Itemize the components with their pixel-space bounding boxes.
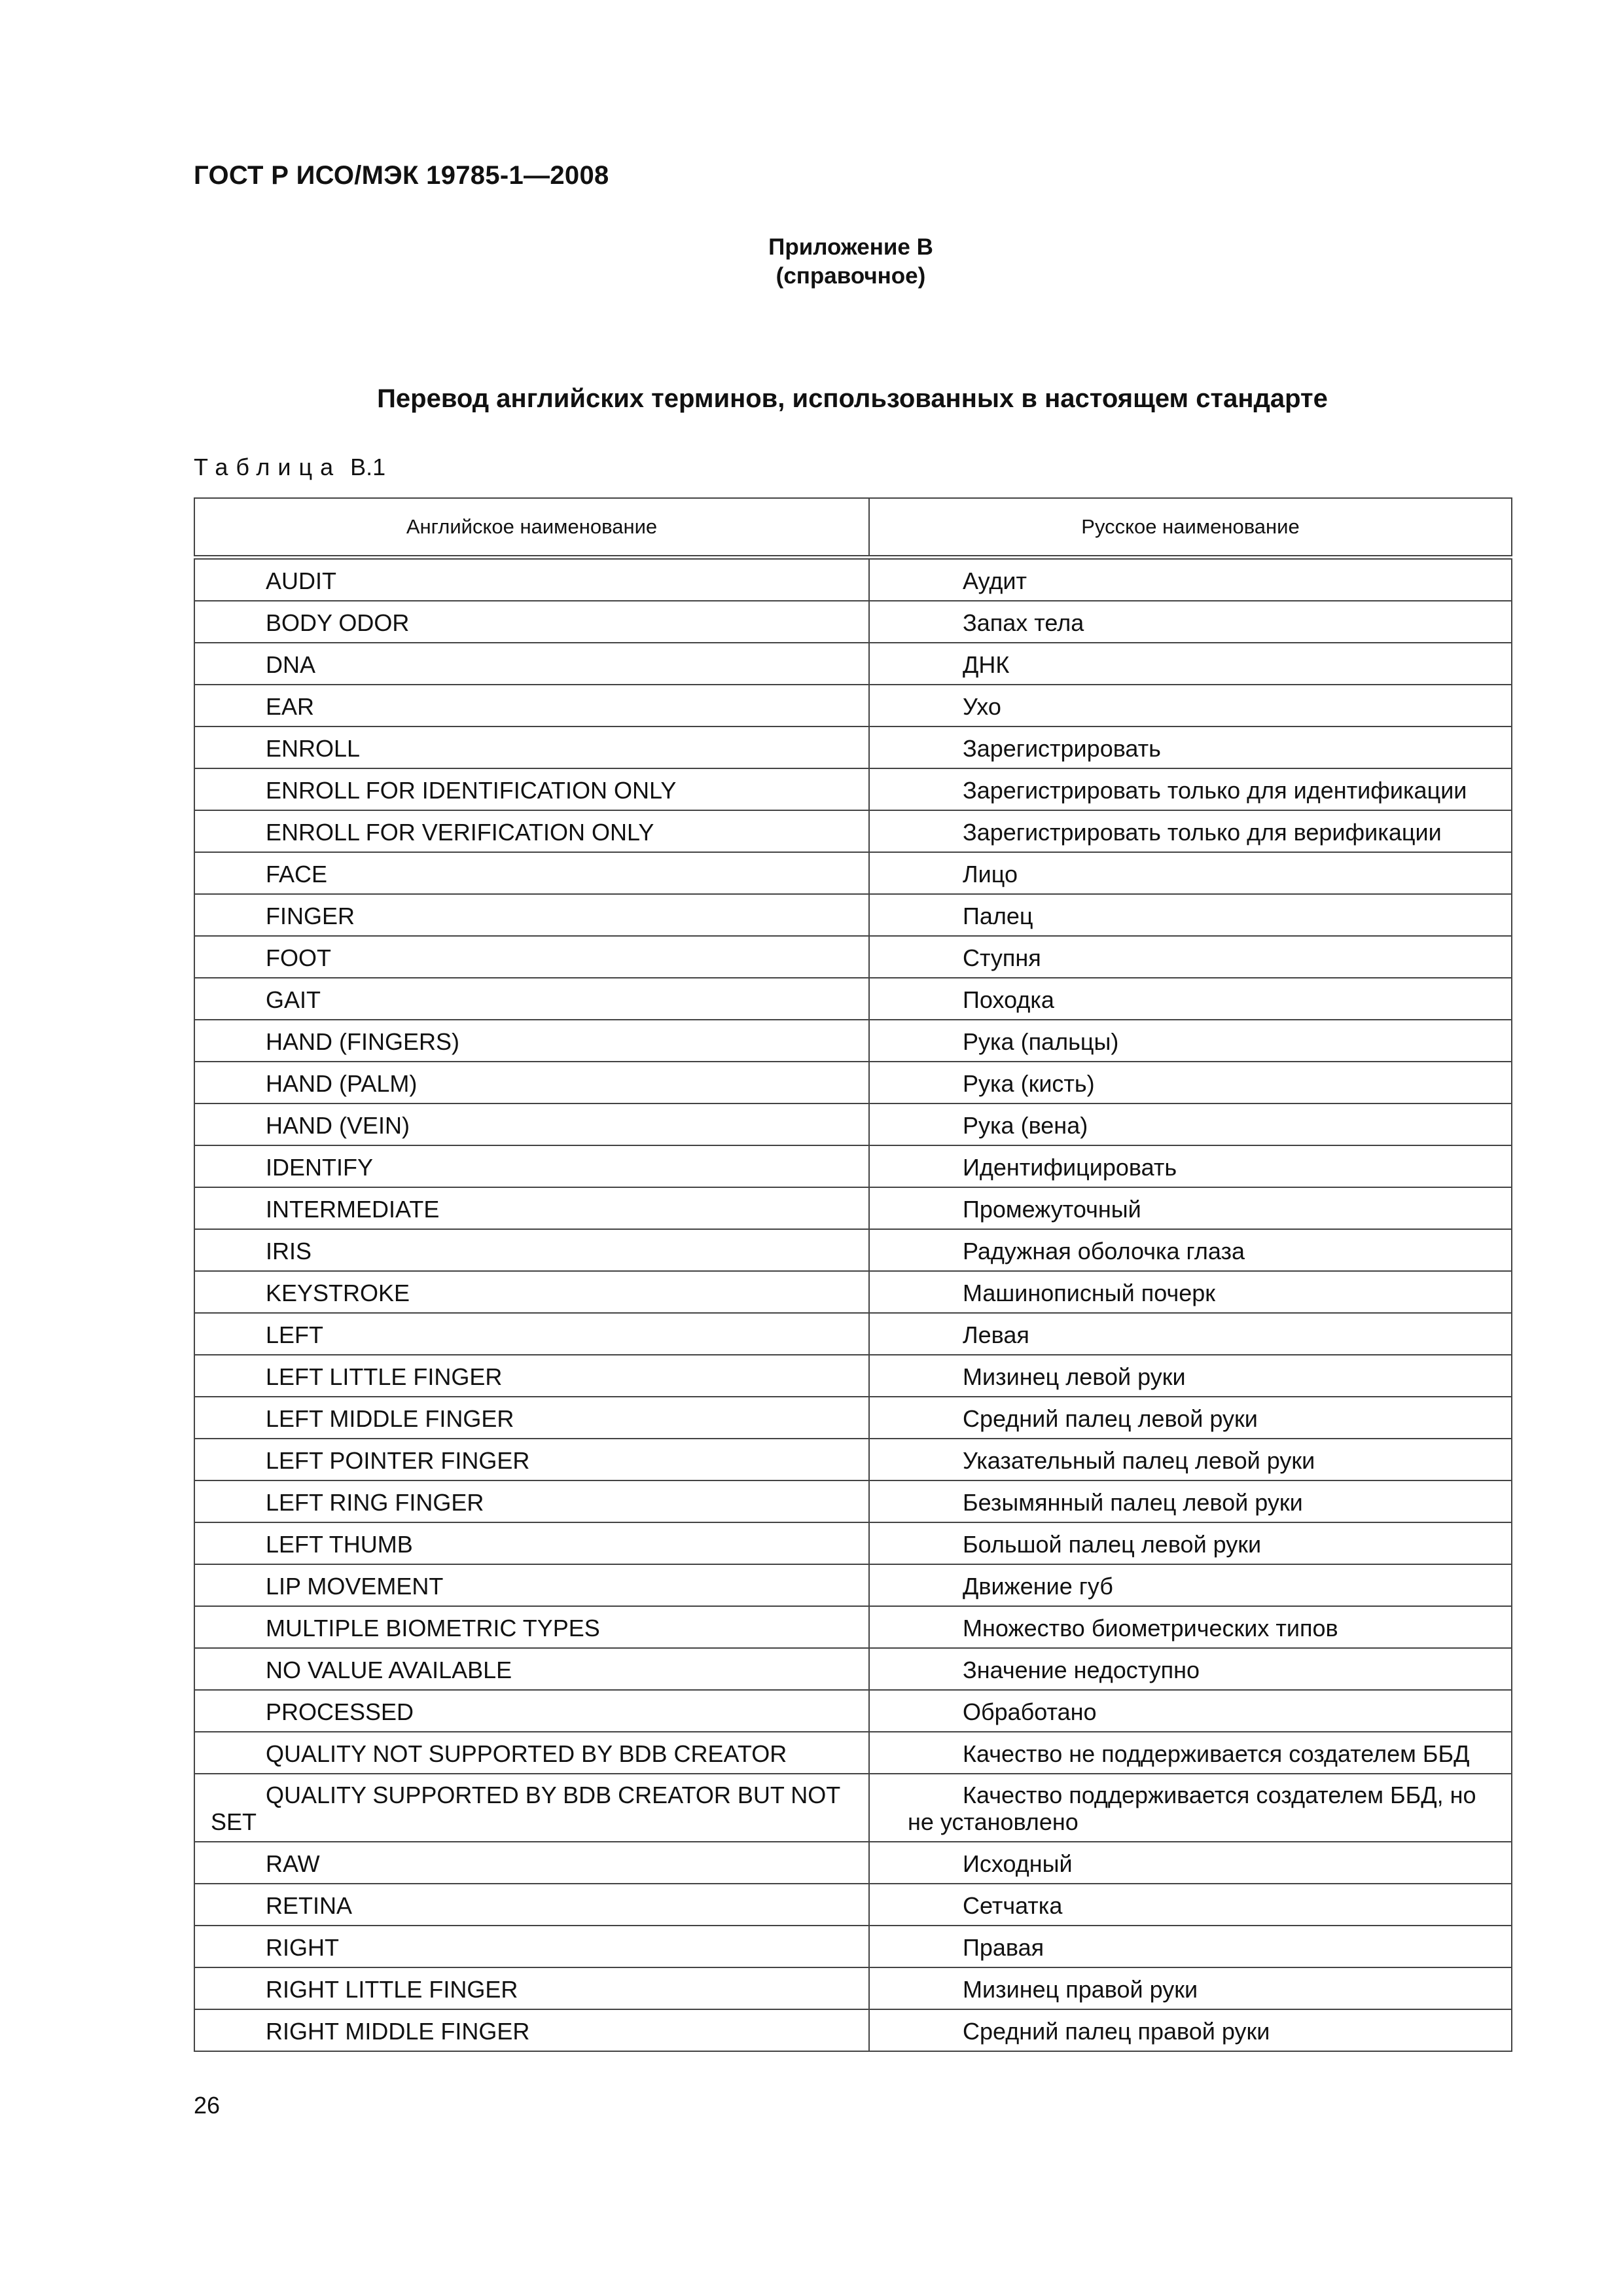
english-term-cell: RIGHT MIDDLE FINGER (194, 2009, 869, 2051)
table-row (194, 1439, 1512, 1480)
english-term-cell: PROCESSED (194, 1690, 869, 1732)
english-term-cell: HAND (VEIN) (194, 1103, 869, 1145)
english-term-cell: NO VALUE AVAILABLE (194, 1648, 869, 1690)
russian-term-cell: Зарегистрировать только для верификации (869, 810, 1512, 852)
russian-term-cell: Рука (кисть) (869, 1062, 1512, 1103)
russian-term-cell: Качество не поддерживается создателем ББД (869, 1732, 1512, 1774)
english-term-cell: IRIS (194, 1229, 869, 1271)
table-row (194, 1271, 1512, 1313)
english-term-cell: HAND (FINGERS) (194, 1020, 869, 1062)
russian-term-cell: Зарегистрировать только для идентификации (869, 768, 1512, 810)
table-row (194, 685, 1512, 726)
table-row (194, 894, 1512, 936)
english-term-cell: MULTIPLE BIOMETRIC TYPES (194, 1606, 869, 1648)
table-row (194, 936, 1512, 978)
table-row (194, 1774, 1512, 1842)
russian-term-cell: Средний палец левой руки (869, 1397, 1512, 1439)
terms-table-body (194, 558, 1512, 2052)
table-row (194, 1884, 1512, 1926)
table-row (194, 643, 1512, 685)
table-caption-number: В.1 (350, 454, 386, 480)
table-header-row (194, 498, 1512, 558)
russian-term-cell: Машинописный почерк (869, 1271, 1512, 1313)
russian-term-cell: Зарегистрировать (869, 726, 1512, 768)
table-row (194, 1020, 1512, 1062)
table-row (194, 2009, 1512, 2051)
table-row (194, 1606, 1512, 1648)
russian-term-cell: ДНК (869, 643, 1512, 685)
english-term-cell: HAND (PALM) (194, 1062, 869, 1103)
english-term-cell: RAW (194, 1842, 869, 1884)
russian-term-cell: Мизинец правой руки (869, 1967, 1512, 2009)
russian-term-cell: Ухо (869, 685, 1512, 726)
english-term-cell: LIP MOVEMENT (194, 1564, 869, 1606)
appendix-title: Приложение В (768, 234, 933, 260)
table-row (194, 1187, 1512, 1229)
english-term-cell: QUALITY NOT SUPPORTED BY BDB CREATOR (194, 1732, 869, 1774)
table-caption (194, 454, 385, 481)
russian-term-cell: Средний палец правой руки (869, 2009, 1512, 2051)
russian-term-cell: Промежуточный (869, 1187, 1512, 1229)
appendix-subtitle: (справочное) (776, 263, 926, 289)
english-term-cell: INTERMEDIATE (194, 1187, 869, 1229)
russian-term-cell: Множество биометрических типов (869, 1606, 1512, 1648)
table-row (194, 1967, 1512, 2009)
table-row (194, 1648, 1512, 1690)
english-term-cell: LEFT MIDDLE FINGER (194, 1397, 869, 1439)
russian-term-cell: Сетчатка (869, 1884, 1512, 1926)
document-code: ГОСТ Р ИСО/МЭК 19785-1—2008 (194, 161, 609, 190)
page-number: 26 (194, 2092, 221, 2119)
russian-term-cell: Левая (869, 1313, 1512, 1355)
english-term-cell: LEFT LITTLE FINGER (194, 1355, 869, 1397)
english-term-cell: EAR (194, 685, 869, 726)
table-row (194, 1062, 1512, 1103)
russian-term-cell: Рука (пальцы) (869, 1020, 1512, 1062)
russian-term-cell: Указательный палец левой руки (869, 1439, 1512, 1480)
russian-term-cell: Ступня (869, 936, 1512, 978)
section-title: Перевод английских терминов, использованных в настоящем стандарте (377, 384, 1328, 413)
english-term-cell: RIGHT (194, 1926, 869, 1967)
english-term-cell: FOOT (194, 936, 869, 978)
table-row (194, 1355, 1512, 1397)
english-term-cell: RETINA (194, 1884, 869, 1926)
english-term-cell: LEFT POINTER FINGER (194, 1439, 869, 1480)
table-row (194, 1842, 1512, 1884)
english-term-cell: KEYSTROKE (194, 1271, 869, 1313)
terms-table (194, 497, 1512, 2052)
table-row (194, 1564, 1512, 1606)
english-term-cell: ENROLL FOR IDENTIFICATION ONLY (194, 768, 869, 810)
english-term-cell: RIGHT LITTLE FINGER (194, 1967, 869, 2009)
russian-term-cell: Аудит (869, 558, 1512, 601)
russian-term-cell: Мизинец левой руки (869, 1355, 1512, 1397)
table-row (194, 768, 1512, 810)
table-row (194, 1926, 1512, 1967)
table-row (194, 1397, 1512, 1439)
english-term-cell: FINGER (194, 894, 869, 936)
column-header-russian: Русское наименование (869, 498, 1512, 558)
table-row (194, 558, 1512, 601)
english-term-cell: LEFT (194, 1313, 869, 1355)
english-term-cell: FACE (194, 852, 869, 894)
english-term-cell: AUDIT (194, 558, 869, 601)
english-term-cell: BODY ODOR (194, 601, 869, 643)
russian-term-cell: Правая (869, 1926, 1512, 1967)
table-row (194, 1103, 1512, 1145)
russian-term-cell: Обработано (869, 1690, 1512, 1732)
russian-term-cell: Движение губ (869, 1564, 1512, 1606)
english-term-cell: GAIT (194, 978, 869, 1020)
column-header-english: Английское наименование (194, 498, 869, 558)
russian-term-cell: Значение недоступно (869, 1648, 1512, 1690)
russian-term-cell: Безымянный палец левой руки (869, 1480, 1512, 1522)
table-row (194, 1522, 1512, 1564)
table-row (194, 726, 1512, 768)
table-row (194, 1690, 1512, 1732)
table-row (194, 1480, 1512, 1522)
table-row (194, 601, 1512, 643)
english-term-cell: ENROLL FOR VERIFICATION ONLY (194, 810, 869, 852)
table-row (194, 810, 1512, 852)
russian-term-cell: Исходный (869, 1842, 1512, 1884)
english-term-cell: IDENTIFY (194, 1145, 869, 1187)
russian-term-cell: Палец (869, 894, 1512, 936)
english-term-cell: LEFT THUMB (194, 1522, 869, 1564)
english-term-cell: QUALITY SUPPORTED BY BDB CREATOR BUT NOT SET (194, 1774, 869, 1842)
russian-term-cell: Качество поддерживается создателем ББД, но не установлено (869, 1774, 1512, 1842)
table-row (194, 1145, 1512, 1187)
russian-term-cell: Запах тела (869, 601, 1512, 643)
russian-term-cell: Идентифицировать (869, 1145, 1512, 1187)
table-row (194, 852, 1512, 894)
table-row (194, 978, 1512, 1020)
russian-term-cell: Большой палец левой руки (869, 1522, 1512, 1564)
russian-term-cell: Лицо (869, 852, 1512, 894)
english-term-cell: ENROLL (194, 726, 869, 768)
table-caption-word: Таблица (194, 454, 342, 480)
russian-term-cell: Рука (вена) (869, 1103, 1512, 1145)
russian-term-cell: Походка (869, 978, 1512, 1020)
english-term-cell: DNA (194, 643, 869, 685)
table-row (194, 1732, 1512, 1774)
table-row (194, 1313, 1512, 1355)
table-row (194, 1229, 1512, 1271)
english-term-cell: LEFT RING FINGER (194, 1480, 869, 1522)
russian-term-cell: Радужная оболочка глаза (869, 1229, 1512, 1271)
